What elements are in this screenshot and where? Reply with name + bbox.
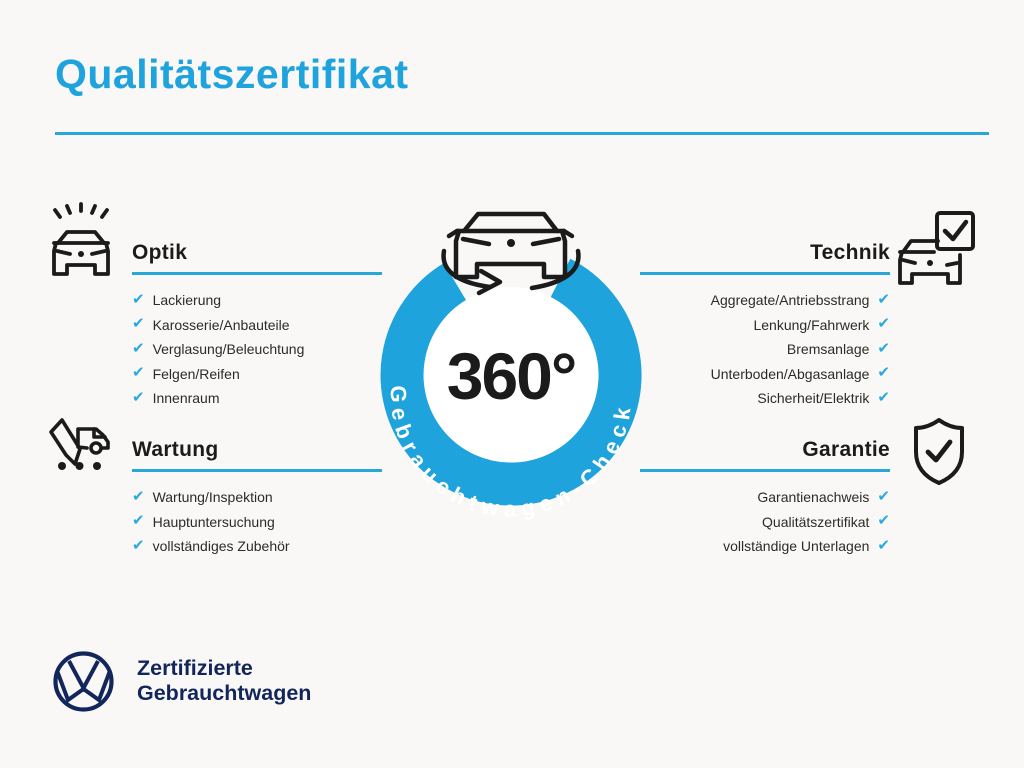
shield-check-icon bbox=[908, 414, 970, 488]
check-icon: ✔ bbox=[877, 289, 890, 308]
brand-text bbox=[137, 656, 311, 706]
check-icon: ✔ bbox=[132, 511, 145, 530]
item-label: Garantienachweis bbox=[757, 489, 870, 506]
item-label: Lenkung/Fahrwerk bbox=[753, 316, 870, 333]
car-front-rotate-icon bbox=[444, 214, 579, 293]
badge-ring-label: Gebrauchtwagen-Check bbox=[385, 385, 637, 522]
item-label: Hauptuntersuchung bbox=[152, 513, 275, 530]
badge-360-check bbox=[340, 180, 682, 522]
badge-degree-label: 360° bbox=[446, 339, 576, 413]
service-checklist-van-icon bbox=[44, 408, 116, 476]
check-icon: ✔ bbox=[132, 486, 145, 505]
page-title: Qualitätszertifikat bbox=[55, 51, 409, 97]
item-label: vollständige Unterlagen bbox=[723, 538, 870, 555]
item-label: Verglasung/Beleuchtung bbox=[152, 341, 305, 358]
section-title-optik: Optik bbox=[132, 241, 188, 264]
check-icon: ✔ bbox=[132, 535, 145, 554]
item-label: Karosserie/Anbauteile bbox=[152, 316, 290, 333]
item-label: Innenraum bbox=[152, 390, 220, 407]
sparkling-car-icon bbox=[44, 196, 120, 280]
item-label: vollständiges Zubehör bbox=[152, 538, 290, 555]
section-title-wartung: Wartung bbox=[132, 438, 219, 461]
check-icon: ✔ bbox=[132, 387, 145, 406]
item-label: Lackierung bbox=[152, 292, 222, 309]
check-icon: ✔ bbox=[132, 314, 145, 333]
item-label: Aggregate/Antriebsstrang bbox=[710, 292, 870, 309]
check-icon: ✔ bbox=[877, 314, 890, 333]
item-label: Qualitätszertifikat bbox=[762, 513, 870, 530]
check-icon: ✔ bbox=[877, 338, 890, 357]
check-icon: ✔ bbox=[877, 535, 890, 554]
check-icon: ✔ bbox=[877, 363, 890, 382]
check-icon: ✔ bbox=[877, 511, 890, 530]
check-icon: ✔ bbox=[132, 289, 145, 308]
brand-line-1: Zertifizierte bbox=[137, 656, 253, 680]
section-title-garantie: Garantie bbox=[802, 438, 890, 461]
item-label: Wartung/Inspektion bbox=[152, 489, 273, 506]
vw-logo bbox=[51, 649, 116, 714]
brand-line-2: Gebrauchtwagen bbox=[137, 681, 312, 705]
item-label: Sicherheit/Elektrik bbox=[757, 390, 870, 407]
list-item bbox=[640, 534, 890, 559]
check-icon: ✔ bbox=[132, 338, 145, 357]
section-title-technik: Technik bbox=[810, 241, 890, 264]
check-icon: ✔ bbox=[132, 363, 145, 382]
item-label: Bremsanlage bbox=[786, 341, 870, 358]
title-divider bbox=[55, 132, 989, 135]
check-icon: ✔ bbox=[877, 486, 890, 505]
check-icon: ✔ bbox=[877, 387, 890, 406]
car-checkbox-icon bbox=[898, 206, 978, 290]
item-label: Felgen/Reifen bbox=[152, 365, 240, 382]
list-item bbox=[132, 534, 382, 559]
item-label: Unterboden/Abgasanlage bbox=[710, 365, 870, 382]
